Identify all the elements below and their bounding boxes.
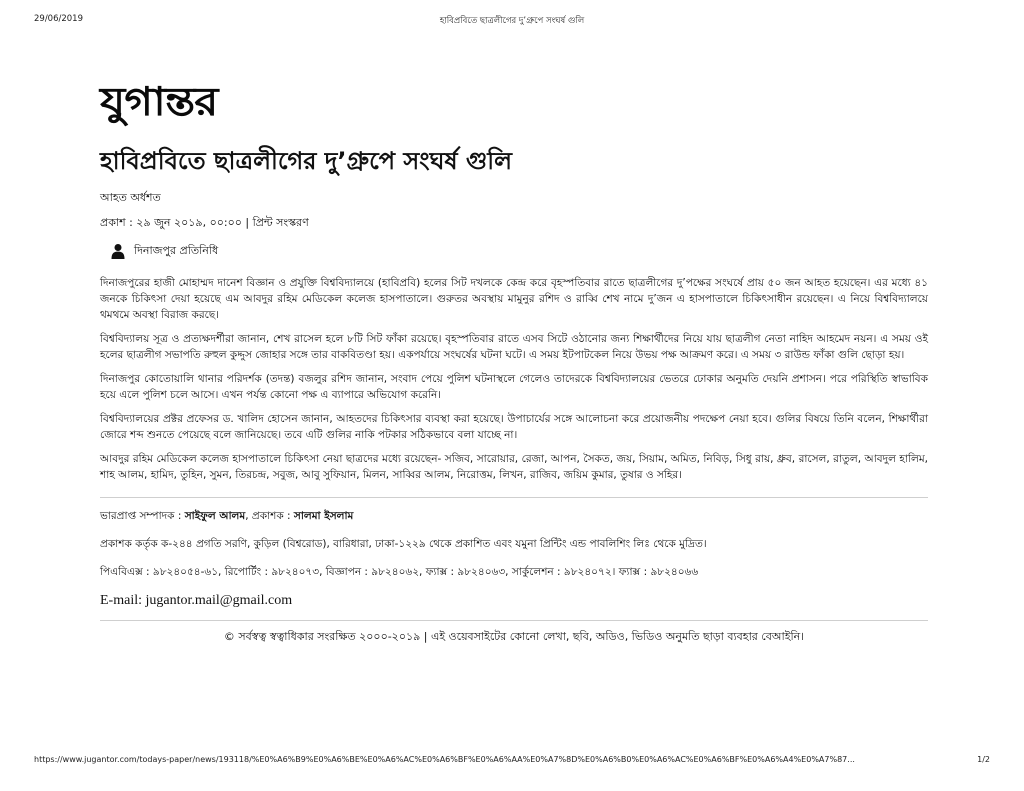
print-header bbox=[34, 14, 990, 30]
editor-name: সাইফুল আলম bbox=[184, 510, 246, 522]
publisher-address: প্রকাশক কর্তৃক ক-২৪৪ প্রগতি সরণি, কুড়িল (বিশ্বরোড), বারিধারা, ঢাকা-১২২৯ থেকে প্রকাশিত এবং যমুনা প্রিন্টিং এন্ড পাবলিশিং লিঃ থেকে মুদ্রিত। bbox=[100, 538, 707, 550]
contact-email[interactable]: E-mail: jugantor.mail@gmail.com bbox=[100, 593, 293, 608]
contact-phones: পিএবিএক্স : ৯৮২৪০৫৪-৬১, রিপোর্টিং : ৯৮২৪০৭৩, বিজ্ঞাপন : ৯৮২৪০৬২, ফ্যাক্স : ৯৮২৪০৬৩, সার্কুলেশন : ৯৮২৪০৭২। ফ্যাক্স : ৯৮২৪০৬৬ bbox=[100, 566, 699, 578]
article-paragraph: বিশ্ববিদ্যালয় সূত্র ও প্রত্যক্ষদর্শীরা জানান, শেখ রাসেল হলে ৮টি সিট ফাঁকা রয়েছে। বৃহস্পতিবার রাতে এসব সিটে ওঠানোর জন্য শিক্ষার্থীদের নিয়ে যায় ছাত্রলীগ নেতা নাহিদ আহমেদ নয়ন। এ সময় ওই হলের ছাত্রলীগ সভাপতি রুহুল কুদ্দুস জোহার সঙ্গে তার বাকবিতণ্ডা হয়। একপর্যায়ে সংঘর্ষের ঘটনা ঘটে। এ সময় ইটপাটকেল নিয়ে উভয় পক্ষ আক্রমণ করে। এ সময় ৩ রাউন্ড ফাঁকা গুলি ছোড়া হয়। bbox=[100, 333, 928, 361]
article-headline: হাবিপ্রবিতে ছাত্রলীগের দু’গ্রুপে সংঘর্ষ গুলি bbox=[100, 147, 513, 175]
print-url: https://www.jugantor.com/todays-paper/news/193118/%E0%A6%B9%E0%A6%BE%E0%A6%AC%E0%A6%BF%E0%A6%AA%E0%A7%8D%E0%A6%B0%E0%A6%AC%E0%A6%BF%E0%A6%A4%E0%A7%87... bbox=[34, 755, 855, 764]
print-footer bbox=[34, 755, 990, 769]
footer-divider bbox=[100, 497, 928, 498]
print-page-number: 1/2 bbox=[977, 755, 990, 764]
article-author bbox=[110, 243, 928, 259]
print-page-title: হাবিপ্রবিতে ছাত্রলীগের দু’গ্রুপে সংঘর্ষ গুলি bbox=[439, 16, 585, 26]
article-subhead: আহত অর্ধশত bbox=[100, 191, 161, 204]
article-paragraph: বিশ্ববিদ্যালয়ের প্রক্টর প্রফেসর ড. খালিদ হোসেন জানান, আহতদের চিকিৎসার ব্যবস্থা করা হয়েছে। উপাচার্যের সঙ্গে আলোচনা করে প্রয়োজনীয় পদক্ষেপ নেয়া হবে। গুলির বিষয়ে তিনি বলেন, শিক্ষার্থীরা জোরে শব্দ শুনতে পেয়েছে বলে জানিয়েছে। তবে এটি গুলির নাকি পটকার সঠিকভাবে বলা যাচ্ছে না। bbox=[100, 413, 928, 441]
masthead-logo[interactable]: যুগান্তর bbox=[100, 78, 218, 125]
publisher-label: , প্রকাশক : bbox=[245, 510, 294, 522]
print-date: 29/06/2019 bbox=[34, 14, 83, 24]
copyright-divider bbox=[100, 620, 928, 621]
copyright-notice: © সর্বস্বত্ব স্বত্বাধিকার সংরক্ষিত ২০০০-২০১৯ | এই ওয়েবসাইটের কোনো লেখা, ছবি, অডিও, ভিডিও অনুমতি ছাড়া ব্যবহার বেআইনি। bbox=[223, 630, 805, 643]
editor-publisher-line bbox=[100, 508, 928, 524]
article-paragraph: দিনাজপুরের হাজী মোহাম্মদ দানেশ বিজ্ঞান ও প্রযুক্তি বিশ্ববিদ্যালয়ে (হাবিপ্রবি) হলের সিট দখলকে কেন্দ্র করে বৃহস্পতিবার রাতে ছাত্রলীগের দু’পক্ষের সংঘর্ষে প্রায় ৫০ জন আহত হয়েছেন। এর মধ্যে ৪১ জনকে চিকিৎসা দেয়া হয়েছে এম আবদুর রহিম মেডিকেল কলেজ হাসপাতালে। গুরুতর অবস্থায় মামুনুর রশিদ ও রাব্বি শেখ নামে দু’জন এ হাসপাতালে চিকিৎসাধীন রয়েছেন। এ নিয়ে বিশ্ববিদ্যালয়ে থমথমে অবস্থা বিরাজ করছে। bbox=[100, 277, 928, 321]
page-content bbox=[100, 78, 928, 645]
user-icon bbox=[110, 243, 126, 259]
article-paragraph: আবদুর রহিম মেডিকেল কলেজ হাসপাতালে চিকিৎসা নেয়া ছাত্রদের মধ্যে রয়েছেন- সজিব, সারোয়ার, রেজা, আপন, সৈকত, জয়, সিয়াম, অমিত, নিবিড়, সিধু রায়, ধ্রুব, রাসেল, রাতুল, আবদুল হালিম, শাহ আলম, হামিদ, তুহিন, সুমন, তিরচন্দ্র, সবুজ, আবু সুফিয়ান, মিলন, সাব্বির আলম, নিরোত্তম, লিখন, রাজিব, জয়িম কুমার, তুষার ও সহির। bbox=[100, 453, 928, 481]
article-meta: প্রকাশ : ২৯ জুন ২০১৯, ০০:০০ | প্রিন্ট সংস্করণ bbox=[100, 216, 309, 229]
publisher-name: সালমা ইসলাম bbox=[293, 510, 354, 522]
author-name: দিনাজপুর প্রতিনিধি bbox=[134, 244, 219, 257]
article-body bbox=[100, 275, 928, 483]
editor-label: ভারপ্রাপ্ত সম্পাদক : bbox=[100, 510, 185, 522]
article-paragraph: দিনাজপুর কোতোয়ালি থানার পরিদর্শক (তদন্ত) বজলুর রশিদ জানান, সংবাদ পেয়ে পুলিশ ঘটনাস্থলে গেলেও তাদেরকে বিশ্ববিদ্যালয়ের ভেতরে ঢোকার অনুমতি দেয়নি প্রশাসন। পরে পরিস্থিতি স্বাভাবিক হয়ে এলে পুলিশ চলে আসে। এখন পর্যন্ত কোনো পক্ষ এ ব্যাপারে অভিযোগ করেনি। bbox=[100, 373, 928, 401]
